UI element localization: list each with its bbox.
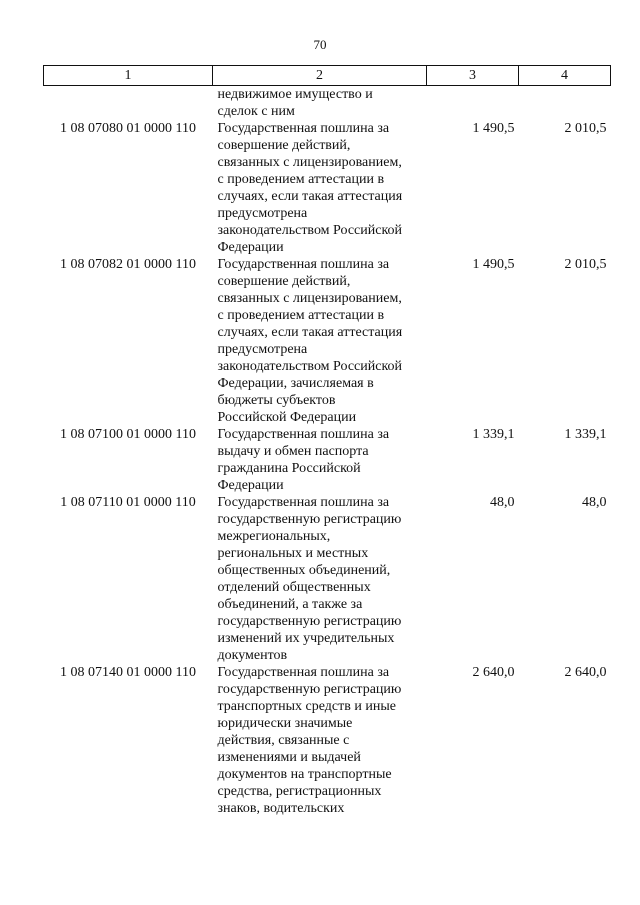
row-value-col4: 2 010,5 — [564, 257, 607, 272]
row-value-col4: 2 640,0 — [564, 665, 607, 680]
page-number: 70 — [313, 37, 327, 52]
row-description-text: Государственная пошлина за совершение действий, связанных с лицензированием, с проведением аттестации в случаях, если такая аттестация предусмотрена законодательством Российской Федерации — [217, 121, 403, 255]
row-code: 1 08 07080 01 0000 110 — [60, 121, 196, 136]
row-description — [213, 664, 427, 817]
column-header-2: 2 — [213, 66, 427, 86]
table-row — [44, 120, 611, 256]
row-value-col4: 1 339,1 — [564, 427, 607, 442]
row-value-col3: 1 339,1 — [472, 427, 515, 442]
column-header-3: 3 — [427, 66, 519, 86]
table-row — [44, 494, 611, 664]
row-code: 1 08 07100 01 0000 110 — [60, 427, 196, 442]
table-header-row — [44, 66, 611, 86]
row-value-col3: 2 640,0 — [472, 665, 515, 680]
row-value-col3: 1 490,5 — [472, 257, 515, 272]
row-value-col4: 48,0 — [582, 495, 607, 510]
row-description-text: Государственная пошлина за выдачу и обмен паспорта гражданина Российской Федерации — [217, 427, 390, 493]
row-description-text: Государственная пошлина за совершение действий, связанных с лицензированием, с проведением аттестации в случаях, если такая аттестация предусмотрена законодательством Российской Федерации, зачисляемая в бюджеты субъектов Российской Федерации — [217, 257, 403, 425]
row-description-text: Государственная пошлина за государственную регистрацию транспортных средств и иные юридически значимые действия, связанные с изменениями и выдачей документов на транспортные средства, регистрационных знаков, водительских — [217, 665, 402, 816]
row-code: 1 08 07082 01 0000 110 — [60, 257, 196, 272]
table-row — [44, 426, 611, 494]
column-header-4: 4 — [519, 66, 611, 86]
table-row — [44, 664, 611, 817]
row-description-text: недвижимое имущество и сделок с ним — [217, 87, 373, 119]
row-description — [213, 256, 427, 426]
row-value-col3 — [427, 86, 519, 121]
row-description-text: Государственная пошлина за государственную регистрацию межрегиональных, региональных и местных общественных объединений, отделений общественных объединений, а также за государственную регистрацию изменений их учредительных документов — [217, 495, 402, 663]
row-code — [44, 86, 213, 121]
row-code: 1 08 07140 01 0000 110 — [60, 665, 196, 680]
row-description — [213, 494, 427, 664]
column-header-1: 1 — [44, 66, 213, 86]
budget-table — [43, 65, 611, 817]
row-description — [213, 120, 427, 256]
table-row — [44, 256, 611, 426]
row-value-col3: 48,0 — [490, 495, 515, 510]
table-row — [44, 86, 611, 121]
row-value-col3: 1 490,5 — [472, 121, 515, 136]
row-value-col4 — [519, 86, 611, 121]
row-code: 1 08 07110 01 0000 110 — [60, 495, 196, 510]
row-description — [213, 426, 427, 494]
row-value-col4: 2 010,5 — [564, 121, 607, 136]
row-description — [213, 86, 427, 121]
